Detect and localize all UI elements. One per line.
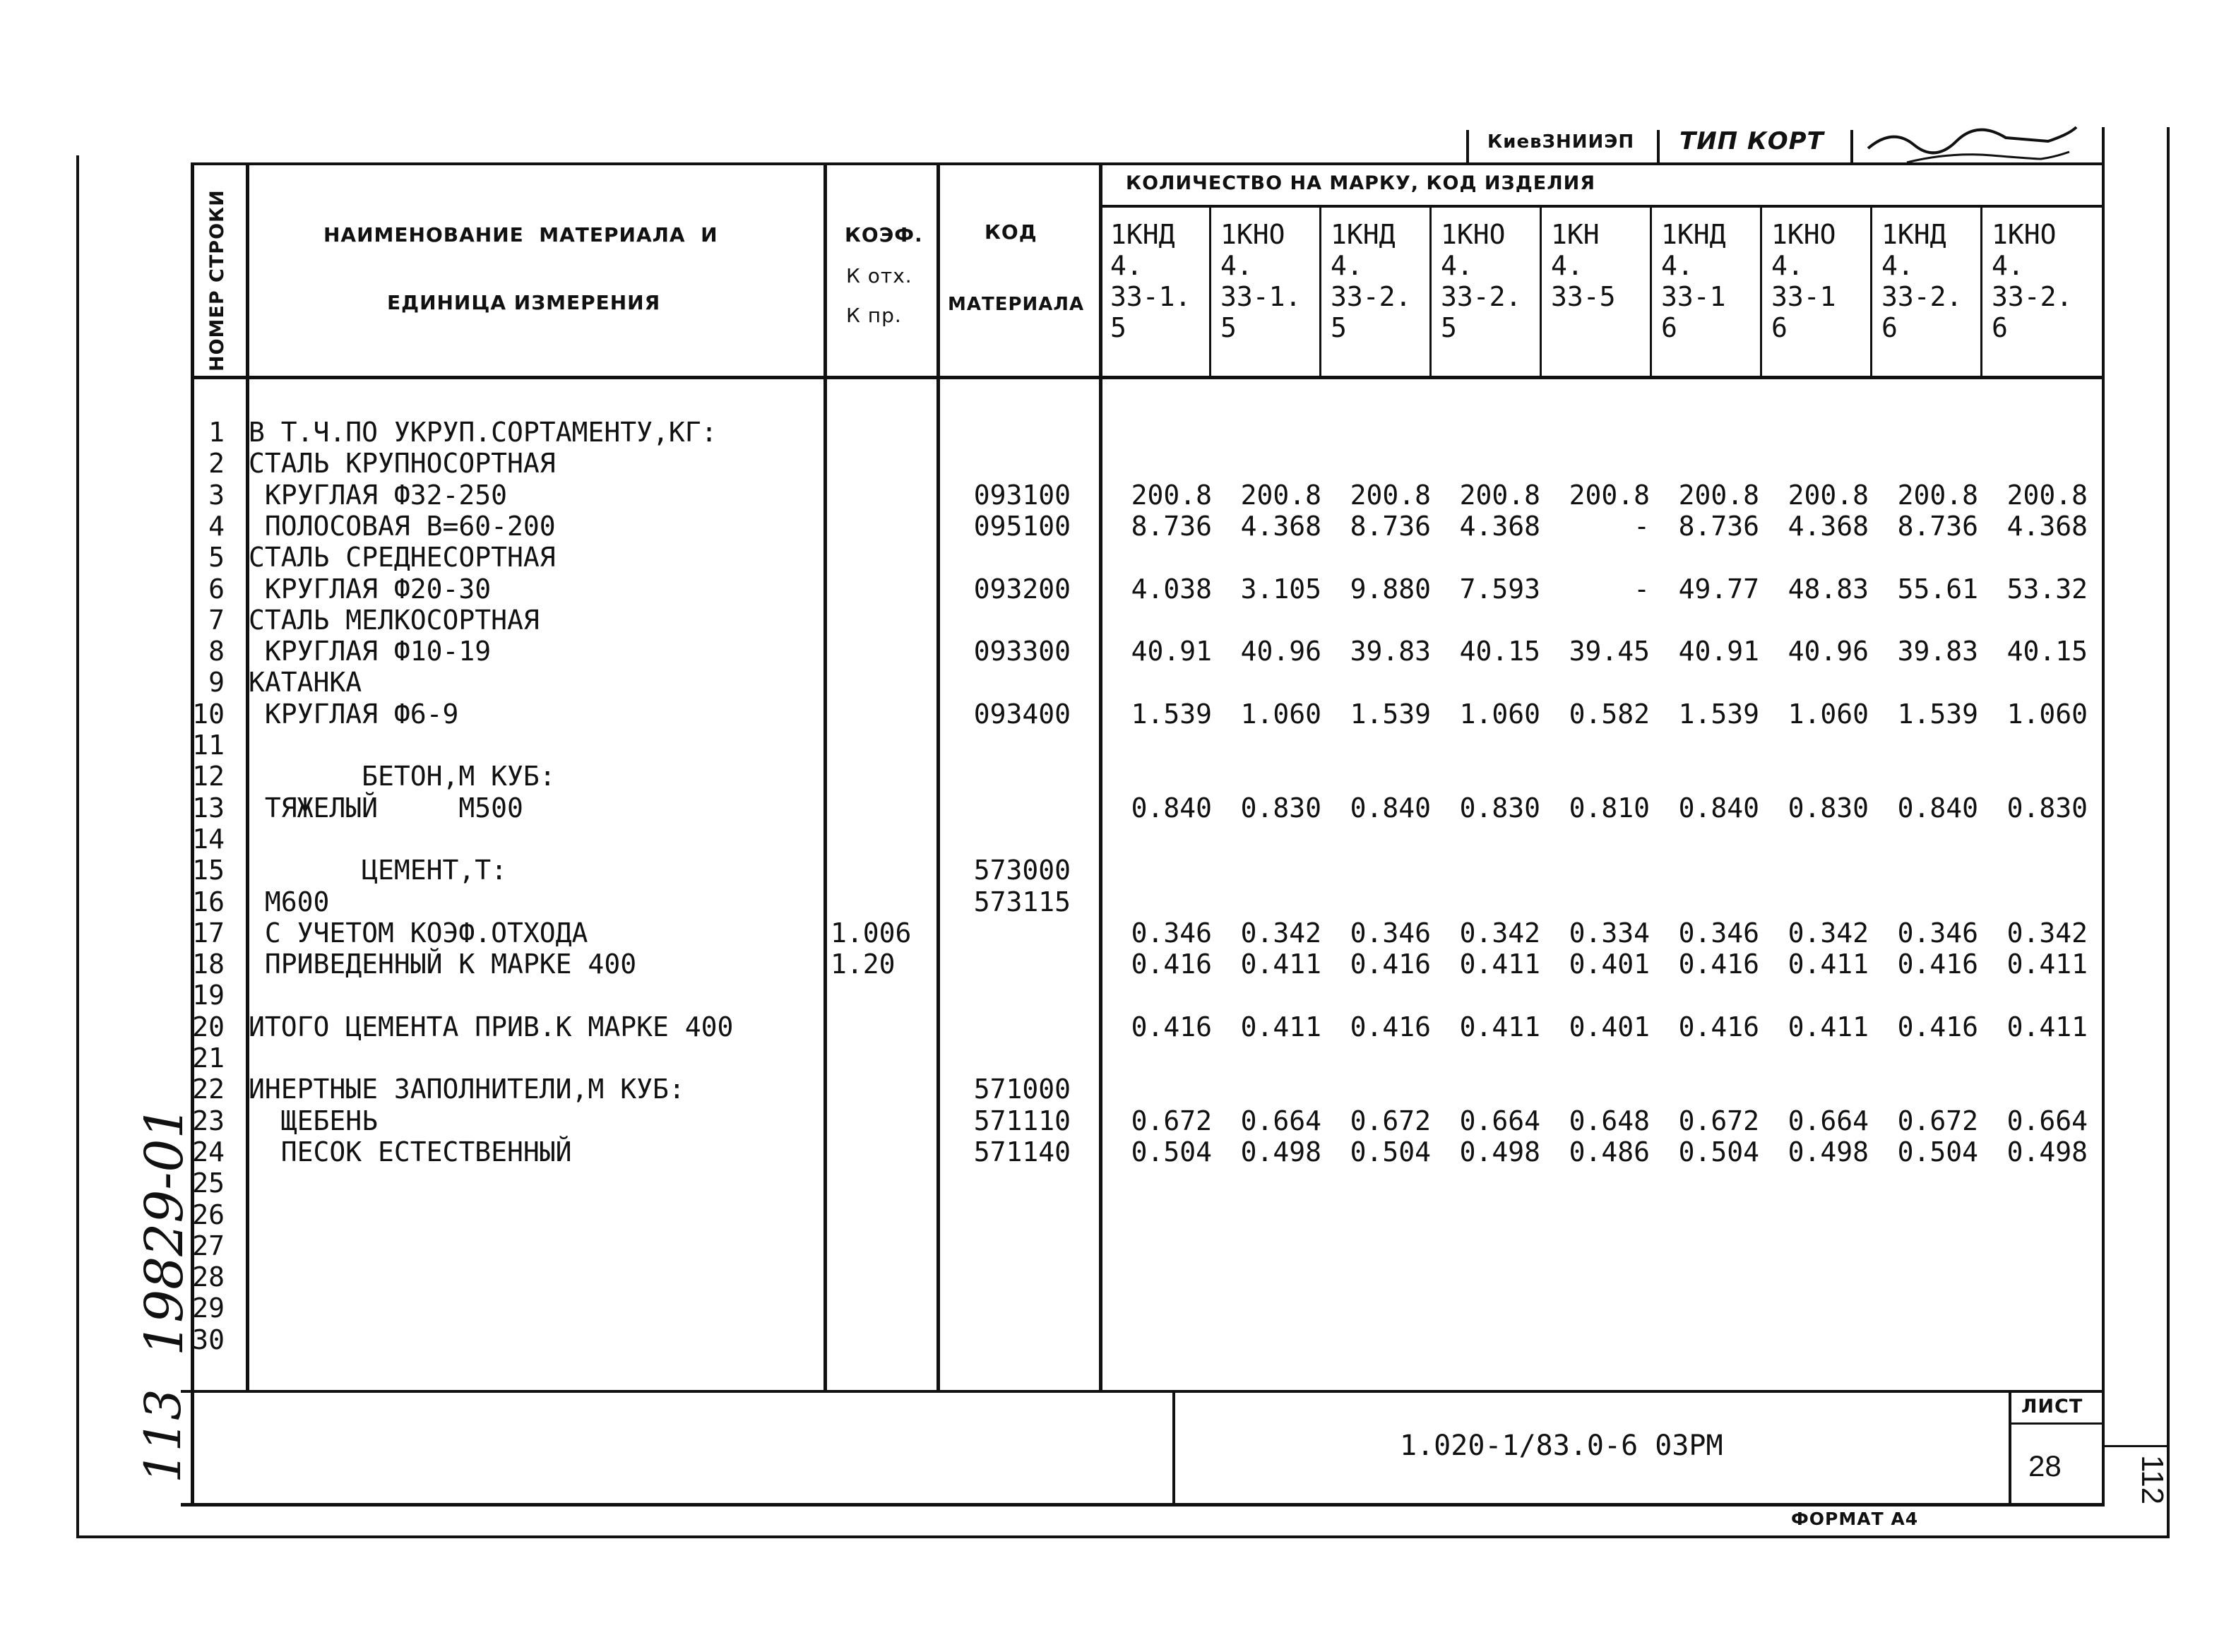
product-code-part: 1КНО	[1771, 219, 1836, 250]
material-code: 571140	[973, 1136, 1071, 1167]
quantity-cell: 0.840	[1350, 792, 1431, 824]
quantity-cell: 0.504	[1350, 1136, 1431, 1167]
material-name: СТАЛЬ СРЕДНЕСОРТНАЯ	[249, 542, 556, 573]
quantity-cell: 39.83	[1897, 636, 1978, 667]
row-number: 3	[208, 480, 225, 511]
material-name: КРУГЛАЯ Ф32-250	[249, 480, 508, 511]
product-code-part: 33-2.	[1881, 281, 1963, 312]
header-coef-line1: КОЭФ.	[845, 223, 923, 246]
row-number: 22	[192, 1074, 225, 1105]
quantity-cell: 40.15	[1459, 636, 1540, 667]
quantity-cell: 1.060	[1240, 699, 1321, 730]
quantity-cell: 0.342	[1459, 917, 1540, 949]
row-number: 29	[192, 1293, 225, 1324]
quantity-cell: 8.736	[1897, 511, 1978, 542]
header-coef-line3: К пр.	[846, 304, 902, 327]
product-code-part: 4.	[1992, 250, 2024, 281]
row-number: 15	[192, 855, 225, 886]
table-bottom-border	[181, 1503, 2105, 1507]
product-code-part: 1КНО	[1441, 219, 1506, 250]
quantity-cell: 4.368	[2006, 511, 2088, 542]
coefficient: 1.006	[831, 917, 912, 949]
quantity-cell: 0.498	[2006, 1136, 2088, 1167]
header-coef-line2: К отх.	[846, 264, 912, 287]
quantity-cell: 55.61	[1897, 574, 1978, 605]
quantity-cell: 0.648	[1569, 1105, 1650, 1136]
material-code: 093300	[973, 636, 1071, 667]
quantity-cell: 0.582	[1569, 699, 1650, 730]
stamp-tick-1	[1466, 130, 1469, 162]
quantity-cell: 0.416	[1678, 1011, 1759, 1042]
row-number: 21	[192, 1042, 225, 1074]
quantity-cell: 1.539	[1678, 699, 1759, 730]
sheet-label: ЛИСТ	[2021, 1396, 2083, 1418]
product-code-part: 6	[1992, 312, 2008, 343]
quantity-cell: 0.664	[1240, 1105, 1321, 1136]
side-box-top	[2102, 1445, 2170, 1447]
product-code-part: 33-1	[1771, 281, 1836, 312]
product-code-part: 33-1.	[1220, 281, 1302, 312]
quantity-cell: 40.91	[1678, 636, 1759, 667]
quantity-cell: 0.411	[2006, 949, 2088, 980]
product-code-part: 1КНД	[1881, 219, 1946, 250]
row-number: 24	[192, 1136, 225, 1167]
material-name: ТЯЖЕЛЫЙ М500	[249, 792, 523, 824]
product-column-header	[1331, 219, 1437, 343]
sep-material	[823, 162, 827, 1391]
quantity-cell: 0.342	[1788, 917, 1869, 949]
quantity-cell: 0.504	[1678, 1136, 1759, 1167]
quantity-cell: 0.840	[1897, 792, 1978, 824]
header-row-number: НОМЕР СТРОКИ	[206, 189, 228, 372]
quantity-cell: 0.672	[1678, 1105, 1759, 1136]
quantity-cell: 39.83	[1350, 636, 1431, 667]
product-code-part: 6	[1881, 312, 1898, 343]
quantity-cell: 0.672	[1350, 1105, 1431, 1136]
material-name: КРУГЛАЯ Ф6-9	[249, 699, 459, 730]
product-column-header	[1110, 219, 1216, 343]
quantity-cell: 0.411	[2006, 1011, 2088, 1042]
material-name: ПОЛОСОВАЯ В=60-200	[249, 511, 556, 542]
row-number: 30	[192, 1324, 225, 1355]
product-column-header	[1441, 219, 1547, 343]
product-code-part: 33-5	[1551, 281, 1616, 312]
row-number: 23	[192, 1105, 225, 1136]
product-code-part: 5	[1441, 312, 1457, 343]
row-number: 27	[192, 1230, 225, 1261]
row-number: 11	[192, 730, 225, 761]
quantity-cell: 0.416	[1897, 1011, 1978, 1042]
product-code-part: 1КНД	[1331, 219, 1396, 250]
quantity-cell: 0.504	[1897, 1136, 1978, 1167]
quantity-cell: 0.342	[1240, 917, 1321, 949]
row-number: 9	[208, 667, 225, 698]
quantity-cell: 0.498	[1240, 1136, 1321, 1167]
quantity-cell: 0.401	[1569, 1011, 1650, 1042]
material-name: ЩЕБЕНЬ	[249, 1105, 379, 1136]
product-code-part: 4.	[1110, 250, 1143, 281]
stamp-tick-3	[1850, 130, 1853, 162]
material-name: КАТАНКА	[249, 667, 362, 698]
row-number: 14	[192, 824, 225, 855]
material-name: ИТОГО ЦЕМЕНТА ПРИВ.К МАРКЕ 400	[249, 1011, 734, 1042]
product-code-part: 1КНД	[1110, 219, 1175, 250]
product-code-part: 33-1.	[1110, 281, 1191, 312]
product-column-header	[1881, 219, 1987, 343]
signature-scribble	[1865, 120, 2098, 177]
quantity-cell: 0.830	[2006, 792, 2088, 824]
quantity-cell: 0.401	[1569, 949, 1650, 980]
product-column-header	[1771, 219, 1877, 343]
sep-coef	[936, 162, 940, 1391]
sheet-box-left	[2009, 1390, 2011, 1506]
quantity-cell: 0.346	[1350, 917, 1431, 949]
quantity-cell: 200.8	[1897, 480, 1978, 511]
values-left-rule	[1099, 377, 1102, 1391]
product-code-part: 1КНО	[1992, 219, 2057, 250]
product-code-part: 4.	[1551, 250, 1583, 281]
quantity-cell: 0.342	[2006, 917, 2088, 949]
quantity-cell: 1.060	[2006, 699, 2088, 730]
product-code-part: 6	[1661, 312, 1677, 343]
product-code-part: 5	[1110, 312, 1126, 343]
row-number: 19	[192, 980, 225, 1011]
quantity-cell: 53.32	[2006, 574, 2088, 605]
quantity-cell: 9.880	[1350, 574, 1431, 605]
product-code-part: 5	[1220, 312, 1237, 343]
material-name: СТАЛЬ МЕЛКОСОРТНАЯ	[249, 605, 540, 636]
quantity-cell: 0.411	[1240, 1011, 1321, 1042]
quantity-cell: 200.8	[1350, 480, 1431, 511]
quantity-cell: 8.736	[1350, 511, 1431, 542]
row-number: 4	[208, 511, 225, 542]
material-name: СТАЛЬ КРУПНОСОРТНАЯ	[249, 448, 556, 479]
quantity-cell: 48.83	[1788, 574, 1869, 605]
row-number: 28	[192, 1261, 225, 1293]
product-code-part: 4.	[1220, 250, 1253, 281]
quantity-cell: 0.840	[1131, 792, 1212, 824]
product-column-header	[1992, 219, 2098, 343]
product-code-part: 4.	[1661, 250, 1694, 281]
quantity-cell: 7.593	[1459, 574, 1540, 605]
table-top-border	[191, 162, 2105, 165]
header-qty: КОЛИЧЕСТВО НА МАРКУ, КОД ИЗДЕЛИЯ	[1126, 172, 1596, 194]
quantity-cell: 0.504	[1131, 1136, 1212, 1167]
row-number: 10	[192, 699, 225, 730]
quantity-cell: 0.411	[1459, 1011, 1540, 1042]
qty-title-rule	[1099, 205, 2105, 208]
material-name: ПЕСОК ЕСТЕСТВЕННЫЙ	[249, 1136, 572, 1167]
quantity-cell: 8.736	[1678, 511, 1759, 542]
quantity-cell: 0.486	[1569, 1136, 1650, 1167]
quantity-cell: 0.416	[1131, 949, 1212, 980]
material-code: 093100	[973, 480, 1071, 511]
product-column-header	[1661, 219, 1767, 343]
row-number: 17	[192, 917, 225, 949]
product-code-part: 5	[1331, 312, 1347, 343]
product-code-part: 4.	[1441, 250, 1473, 281]
material-code: 093200	[973, 574, 1071, 605]
outer-frame-bottom	[76, 1535, 2170, 1538]
quantity-cell: 0.672	[1131, 1105, 1212, 1136]
quantity-cell: 4.368	[1459, 511, 1540, 542]
material-code: 571000	[973, 1074, 1071, 1105]
row-number: 18	[192, 949, 225, 980]
stamp-scribble: ТИП КОРТ	[1679, 127, 1824, 155]
quantity-cell: 200.8	[1788, 480, 1869, 511]
product-code-part: 1КН	[1551, 219, 1600, 250]
material-code: 093400	[973, 699, 1071, 730]
quantity-cell: 4.368	[1788, 511, 1869, 542]
quantity-cell: 0.411	[1240, 949, 1321, 980]
quantity-cell: 0.416	[1350, 949, 1431, 980]
row-number: 16	[192, 886, 225, 917]
quantity-cell: 0.672	[1897, 1105, 1978, 1136]
quantity-cell: 1.539	[1131, 699, 1212, 730]
quantity-cell: 200.8	[1240, 480, 1321, 511]
material-name: ИНЕРТНЫЕ ЗАПОЛНИТЕЛИ,М КУБ:	[249, 1074, 685, 1105]
quantity-cell: 0.411	[1788, 1011, 1869, 1042]
titleblock-divider	[1172, 1390, 1175, 1506]
quantity-cell: 0.416	[1678, 949, 1759, 980]
side-page-number: 112	[2135, 1455, 2170, 1505]
quantity-cell: 0.346	[1897, 917, 1978, 949]
material-code: 573000	[973, 855, 1071, 886]
row-number: 26	[192, 1199, 225, 1230]
material-name: М600	[249, 886, 330, 917]
material-name: БЕТОН,М КУБ:	[249, 761, 556, 792]
quantity-cell: 0.840	[1678, 792, 1759, 824]
header-bottom-rule	[191, 376, 2105, 379]
header-code-line1: КОД	[985, 220, 1037, 244]
row-number: 25	[192, 1167, 225, 1199]
quantity-cell: 0.830	[1240, 792, 1321, 824]
quantity-cell: 0.416	[1131, 1011, 1212, 1042]
quantity-cell: 0.830	[1459, 792, 1540, 824]
product-code-part	[1551, 312, 1657, 343]
quantity-cell: 0.346	[1678, 917, 1759, 949]
quantity-cell: 0.411	[1788, 949, 1869, 980]
margin-page-number: 113	[134, 1389, 192, 1483]
quantity-cell: 0.664	[1459, 1105, 1540, 1136]
product-code-part: 33-2.	[1441, 281, 1522, 312]
row-number: 7	[208, 605, 225, 636]
quantity-cell: 0.498	[1788, 1136, 1869, 1167]
quantity-cell: 1.539	[1350, 699, 1431, 730]
quantity-cell: 4.038	[1131, 574, 1212, 605]
quantity-cell: 0.346	[1131, 917, 1212, 949]
quantity-cell: 0.334	[1569, 917, 1650, 949]
product-code-part: 4.	[1331, 250, 1363, 281]
quantity-cell: -	[1634, 574, 1650, 605]
table-right-border	[2102, 127, 2105, 1506]
quantity-cell: 200.8	[1678, 480, 1759, 511]
product-column-header	[1551, 219, 1657, 343]
quantity-cell: 200.8	[2006, 480, 2088, 511]
product-code-part: 6	[1771, 312, 1788, 343]
material-code: 573115	[973, 886, 1071, 917]
titleblock-top	[181, 1390, 2105, 1393]
quantity-cell: 39.45	[1569, 636, 1650, 667]
header-material-line1: НАИМЕНОВАНИЕ МАТЕРИАЛА И	[323, 223, 718, 246]
format-label: ФОРМАТ А4	[1791, 1509, 1919, 1529]
row-number: 1	[208, 417, 225, 448]
stamp-tick-2	[1657, 130, 1660, 162]
material-code: 095100	[973, 511, 1071, 542]
row-number: 12	[192, 761, 225, 792]
quantity-cell: 8.736	[1131, 511, 1212, 542]
material-code: 571110	[973, 1105, 1071, 1136]
row-number: 2	[208, 448, 225, 479]
quantity-cell: 49.77	[1678, 574, 1759, 605]
sheet-number: 28	[2028, 1449, 2062, 1482]
outer-frame-right	[2167, 127, 2170, 1538]
material-name: КРУГЛАЯ Ф10-19	[249, 636, 492, 667]
row-number: 5	[208, 542, 225, 573]
quantity-cell: 0.416	[1897, 949, 1978, 980]
product-code-part: 33-2.	[1331, 281, 1412, 312]
quantity-cell: -	[1634, 511, 1650, 542]
quantity-cell: 40.96	[1240, 636, 1321, 667]
coefficient: 1.20	[831, 949, 896, 980]
material-name: С УЧЕТОМ КОЭФ.ОТХОДА	[249, 917, 588, 949]
quantity-cell: 0.416	[1350, 1011, 1431, 1042]
product-code-part: 1КНО	[1220, 219, 1285, 250]
quantity-cell: 200.8	[1569, 480, 1650, 511]
stamp-org: КиевЗНИИЭП	[1487, 131, 1635, 153]
product-code-part: 4.	[1881, 250, 1914, 281]
quantity-cell: 200.8	[1459, 480, 1540, 511]
sheet-box-mid	[2009, 1422, 2102, 1425]
product-code-part: 33-1	[1661, 281, 1726, 312]
quantity-cell: 40.15	[2006, 636, 2088, 667]
material-name: ЦЕМЕНТ,Т:	[249, 855, 508, 886]
product-code-part: 33-2.	[1992, 281, 2073, 312]
quantity-cell: 1.539	[1897, 699, 1978, 730]
quantity-cell: 0.830	[1788, 792, 1869, 824]
material-name: В Т.Ч.ПО УКРУП.СОРТАМЕНТУ,КГ:	[249, 417, 718, 448]
material-name: КРУГЛАЯ Ф20-30	[249, 574, 492, 605]
quantity-cell: 4.368	[1240, 511, 1321, 542]
document-designation: 1.020-1/83.0-6 03РМ	[1400, 1430, 1723, 1462]
row-number: 13	[192, 792, 225, 824]
product-column-header	[1220, 219, 1326, 343]
margin-inventory-number: 19829-01	[134, 1105, 195, 1356]
quantity-cell: 0.664	[1788, 1105, 1869, 1136]
quantity-cell: 1.060	[1459, 699, 1540, 730]
quantity-cell: 0.664	[2006, 1105, 2088, 1136]
quantity-cell: 3.105	[1240, 574, 1321, 605]
quantity-cell: 40.91	[1131, 636, 1212, 667]
quantity-cell: 200.8	[1131, 480, 1212, 511]
quantity-cell: 40.96	[1788, 636, 1869, 667]
row-number: 20	[192, 1011, 225, 1042]
row-number: 6	[208, 574, 225, 605]
quantity-cell: 1.060	[1788, 699, 1869, 730]
quantity-cell: 0.810	[1569, 792, 1650, 824]
header-code-line2: МАТЕРИАЛА	[948, 294, 1085, 315]
quantity-cell: 0.411	[1459, 949, 1540, 980]
outer-frame-left	[76, 155, 79, 1538]
header-material-line2: ЕДИНИЦА ИЗМЕРЕНИЯ	[387, 291, 661, 314]
product-code-part: 1КНД	[1661, 219, 1726, 250]
product-code-part: 4.	[1771, 250, 1804, 281]
row-number: 8	[208, 636, 225, 667]
material-name: ПРИВЕДЕННЫЙ К МАРКЕ 400	[249, 949, 637, 980]
quantity-cell: 0.498	[1459, 1136, 1540, 1167]
